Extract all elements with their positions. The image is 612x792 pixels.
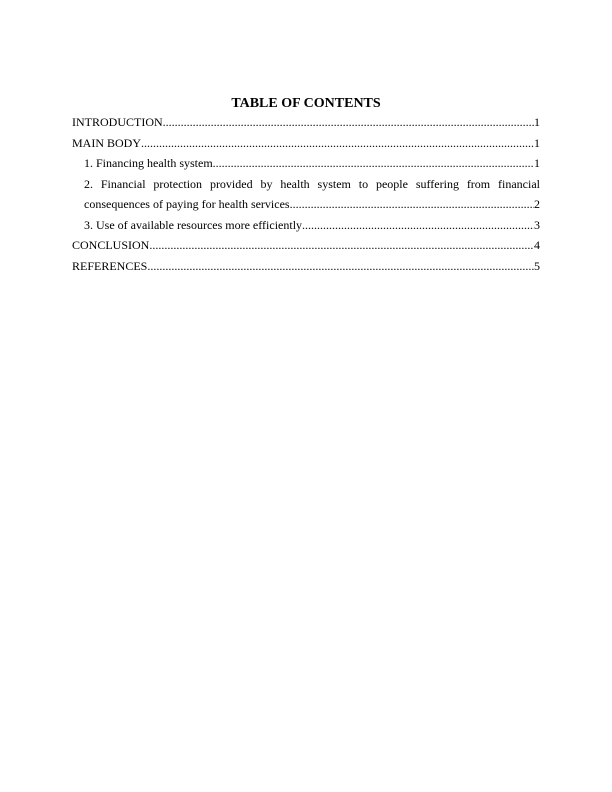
toc-page-number: 3 (534, 217, 540, 232)
toc-page-number: 1 (534, 156, 540, 170)
toc-entry-label-line2: consequences of paying for health services (84, 197, 290, 211)
dot-leader (163, 112, 534, 133)
toc-entry-label-line1: 2. Financial protection provided by health system to people suffering from financial (84, 176, 540, 191)
toc-entry-main-body[interactable] (72, 133, 540, 154)
toc-entry-financial-protection[interactable] (72, 174, 540, 215)
toc-page-number: 5 (534, 258, 540, 273)
dot-leader (302, 215, 534, 236)
toc-entry-financing-health-system[interactable] (72, 153, 540, 174)
toc-entry-references[interactable] (72, 256, 540, 277)
dot-leader (141, 133, 534, 154)
toc-entry-label: 1. Financing health system (84, 156, 213, 170)
table-of-contents (72, 112, 540, 276)
toc-title: TABLE OF CONTENTS (231, 96, 381, 111)
toc-entry-label: MAIN BODY (72, 135, 141, 150)
toc-page-number: 2 (534, 197, 540, 211)
toc-entry-label: INTRODUCTION (72, 115, 163, 129)
dot-leader (290, 194, 534, 215)
toc-entry-label: CONCLUSION (72, 238, 150, 252)
toc-entry-label: REFERENCES (72, 258, 148, 273)
dot-leader (213, 153, 534, 174)
toc-entry-introduction[interactable] (72, 112, 540, 133)
dot-leader (147, 256, 534, 277)
toc-entry-use-of-resources[interactable] (72, 215, 540, 236)
toc-page-number: 1 (534, 135, 540, 150)
dot-leader (149, 235, 534, 256)
toc-page-number: 4 (534, 238, 540, 252)
toc-entry-label: 3. Use of available resources more efficiently (84, 217, 303, 232)
toc-page-number: 1 (534, 115, 540, 129)
toc-entry-conclusion[interactable] (72, 235, 540, 256)
